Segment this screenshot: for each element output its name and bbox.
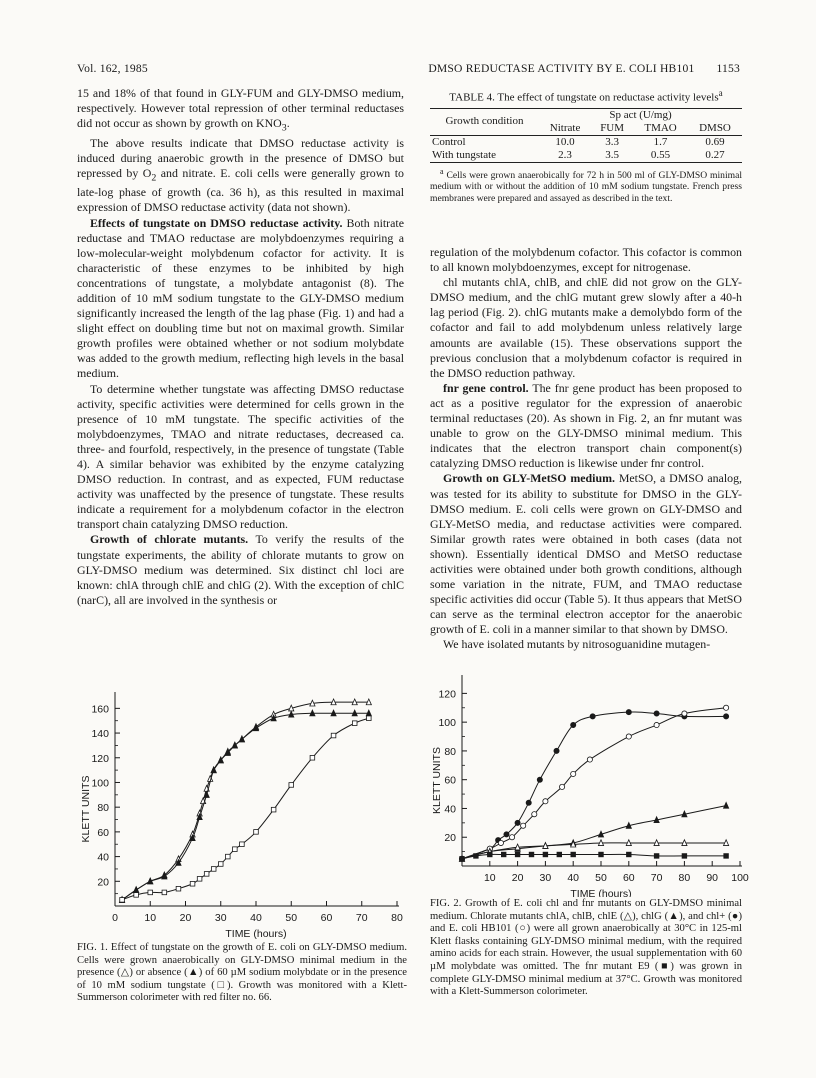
data-point bbox=[233, 847, 238, 852]
x-tick-label: 70 bbox=[650, 872, 663, 884]
data-point bbox=[526, 800, 531, 805]
data-point bbox=[367, 716, 372, 721]
x-tick-label: 30 bbox=[539, 872, 552, 884]
data-point bbox=[498, 840, 503, 845]
data-point bbox=[587, 757, 592, 762]
table bbox=[430, 108, 742, 163]
data-point bbox=[626, 709, 631, 714]
section-metso: Growth on GLY-MetSO medium. MetSO, a DMSO analog, was tested for its ability to substitute for DMSO in the GLY-DMSO medium. E. coli cells were grown on GLY-DMSO and GLY-MetSO media, and reductase activities were compared. Similar growth rates were obtained in both cases (data not shown). Essentially identical DMSO and MetSO reductase activities were obtained under both growth conditions, although some variation in the nitrate, FUM, and TMAO reductase specific activities did occur (Table 5). It thus appears that MetSO can serve as the terminal electron acceptor for the anaerobic growth of E. coli in a manner similar to that shown by DMSO. bbox=[430, 471, 742, 637]
table-row: With tungstate 2.3 3.5 0.55 0.27 bbox=[430, 149, 742, 163]
paragraph: To determine whether tungstate was affecting DMSO reductase activity, specific activities were determined for cells grown in the presence of 10 mM tungstate. The specific activities of the molybdoenzymes, TMAO and nitrate reductases, decreased ca. three- and fourfold, respectively, in the presence of tungstate (Table 4). A similar behavior was exhibited by the enzyme catalyzing DMSO reduction. In contrast, and as expected, FUM reductase activity was unaffected by the presence of tungstate. These results indicate a requirement for a molybdenum cofactor in the electron transport chain catalyzing DMSO reduction. bbox=[77, 381, 404, 532]
series-absence-of-molybdate bbox=[119, 710, 371, 902]
data-point bbox=[724, 802, 729, 808]
section-chlorate: Growth of chlorate mutants. To verify the results of the tungstate experiments, the ability of chlorate mutants to grow on GLY-DMSO medium was determined. Six distinct chl loci are known: chlA through chlE and chlG (2). With the exception of chlC (narC), all are involved in the synthesis or bbox=[77, 532, 404, 607]
data-point bbox=[543, 852, 548, 857]
col-header: DMSO bbox=[688, 122, 742, 136]
table-footnote: $^a$ Cells were grown anaerobically for 72 h in 500 ml of GLY-DMSO minimal medium with or without the addition of 10 mM sodium tungstate. French press membranes were prepared and assayed as described in the text. bbox=[430, 166, 742, 205]
data-point bbox=[682, 711, 687, 716]
y-axis-label: KLETT UNITS bbox=[431, 747, 443, 814]
table-row: Control 10.0 3.3 1.7 0.69 bbox=[432, 135, 725, 148]
data-point bbox=[501, 852, 506, 857]
x-tick-label: 80 bbox=[678, 872, 691, 884]
data-point bbox=[559, 784, 564, 789]
data-point bbox=[162, 890, 167, 895]
figure-1-caption: FIG. 1. Effect of tungstate on the growth of E. coli on GLY-DMSO medium. Cells were grown anaerobically on GLY-DMSO minimal medium in the presence (△) or absence (▲) of 60 µM sodium molybdate or in the presence of 10 mM sodium tungstate (□). Growth was monitored with a Klett-Summerson colorimeter with red filter no. 66. bbox=[77, 942, 408, 1004]
x-tick-label: 20 bbox=[511, 872, 524, 884]
x-tick-label: 80 bbox=[391, 912, 403, 924]
data-point bbox=[515, 852, 520, 857]
series-chlg bbox=[459, 802, 728, 861]
section-heading: Growth of chlorate mutants. bbox=[90, 532, 249, 547]
figure-2-chart bbox=[430, 675, 755, 897]
x-tick-label: 60 bbox=[320, 912, 333, 924]
data-point bbox=[310, 755, 315, 760]
y-tick-label: 60 bbox=[97, 826, 109, 839]
x-tick-label: 100 bbox=[731, 872, 749, 884]
data-point bbox=[682, 854, 687, 859]
data-point bbox=[532, 812, 537, 817]
running-title-text: DMSO REDUCTASE ACTIVITY BY E. COLI HB101 bbox=[428, 62, 695, 75]
x-tick-label: 40 bbox=[567, 872, 580, 884]
y-tick-label: 80 bbox=[444, 745, 456, 758]
x-tick-label: 50 bbox=[285, 912, 298, 924]
data-point bbox=[289, 783, 294, 788]
paragraph: regulation of the molybdenum cofactor. This cofactor is common to all known molybdoenzymes, except for nitrogenase. bbox=[430, 245, 742, 275]
col-header-spact: Sp act (U/mg) bbox=[539, 108, 742, 122]
col-header: TMAO bbox=[633, 122, 688, 136]
section-heading: Effects of tungstate on DMSO reductase activity. bbox=[90, 215, 343, 230]
data-point bbox=[515, 820, 520, 825]
journal-volume: Vol. 162, 1985 bbox=[77, 62, 148, 75]
x-tick-label: 0 bbox=[112, 912, 118, 924]
data-point bbox=[460, 857, 465, 862]
section-fnr: fnr gene control. The fnr gene product has been proposed to act as a positive regulator for the expression of anaerobic terminal reductases (20). As shown in Fig. 2, an fnr mutant was unable to grow on the GLY-DMSO minimal medium. This indicates that the electron transport chain component(s) catalyzing DMSO reduction is likewise under fnr control. bbox=[430, 380, 742, 471]
figure-1-chart bbox=[77, 690, 412, 940]
y-tick-label: 100 bbox=[91, 777, 109, 790]
left-column bbox=[77, 86, 404, 608]
data-point bbox=[176, 886, 181, 891]
data-point bbox=[654, 711, 659, 716]
data-point bbox=[521, 823, 526, 828]
x-tick-label: 40 bbox=[250, 912, 262, 924]
data-point bbox=[599, 852, 604, 857]
series-line bbox=[122, 718, 369, 900]
data-point bbox=[626, 734, 631, 739]
data-point bbox=[134, 887, 139, 893]
data-point bbox=[254, 830, 259, 835]
data-point bbox=[724, 854, 729, 859]
series-line bbox=[122, 702, 369, 900]
figure-2-caption: FIG. 2. Growth of E. coli chl and fnr mutants on GLY-DMSO minimal medium. Chlorate mutants chlA, chlB, chlE (△), chlG (▲), and chl+ (●) and E. coli HB101 (○) were all grown anaerobically at 30°C in 125-ml Klett flasks containing GLY-DMSO minimal medium, with the required amino acids for each strain. However, the usual supplementation with 60 µM molybdate was omitted. The fnr mutant E9 (■) was grown in complete GLY-DMSO minimal medium at 37°C. Growth was monitored with a Klett-Summerson colorimeter. bbox=[430, 898, 743, 998]
x-tick-label: 20 bbox=[179, 912, 192, 924]
data-point bbox=[554, 748, 559, 753]
data-point bbox=[120, 898, 125, 903]
paragraph: We have isolated mutants by nitrosoguanidine mutagen- bbox=[443, 637, 711, 652]
y-tick-label: 40 bbox=[444, 803, 456, 816]
data-point bbox=[571, 771, 576, 776]
y-tick-label: 80 bbox=[97, 802, 109, 815]
data-point bbox=[654, 854, 659, 859]
data-point bbox=[590, 714, 595, 719]
series-line bbox=[462, 806, 726, 859]
table-4 bbox=[430, 88, 742, 205]
y-tick-label: 60 bbox=[444, 774, 456, 787]
data-point bbox=[724, 705, 729, 710]
x-tick-label: 70 bbox=[355, 912, 368, 924]
y-tick-label: 160 bbox=[91, 703, 109, 716]
data-point bbox=[211, 867, 216, 872]
data-point bbox=[197, 877, 202, 882]
data-point bbox=[474, 854, 479, 859]
page-number: 1153 bbox=[716, 62, 740, 75]
y-tick-label: 20 bbox=[97, 876, 109, 889]
series-line bbox=[122, 713, 369, 900]
paragraph: chl mutants chlA, chlB, and chlE did not grow on the GLY-DMSO medium, and the chlG mutant grew slowly after a 40-h lag period (Fig. 2). chlG mutants make a demolybdo form of the cofactor and fail to add molybdenum unless relatively large amounts are available (15). These observations support the previous conclusion that a molybdenum cofactor is required in the DMSO reduction pathway. bbox=[430, 275, 742, 380]
col-header-condition: Growth condition bbox=[430, 108, 539, 135]
data-point bbox=[240, 842, 245, 847]
right-column bbox=[430, 245, 742, 653]
data-point bbox=[204, 872, 209, 877]
data-point bbox=[571, 852, 576, 857]
data-point bbox=[509, 835, 514, 840]
data-point bbox=[190, 881, 195, 886]
data-point bbox=[529, 852, 534, 857]
x-tick-label: 10 bbox=[144, 912, 157, 924]
x-tick-label: 60 bbox=[622, 872, 635, 884]
figure-1 bbox=[77, 690, 412, 945]
data-point bbox=[537, 777, 542, 782]
data-point bbox=[148, 890, 153, 895]
y-tick-label: 40 bbox=[97, 851, 109, 864]
col-header: FUM bbox=[591, 122, 633, 136]
paragraph: The above results indicate that DMSO reductase activity is induced during anaerobic growth in the presence of DMSO but repressed by $O_2$ and nitrate. E. coli cells were generally grown to late-log phase of growth (ca. 36 h), as this resulted in maximal expression of DMSO reductase activity (data not shown). bbox=[77, 135, 404, 215]
figure-2 bbox=[430, 675, 755, 902]
data-point bbox=[571, 722, 576, 727]
data-point bbox=[488, 852, 493, 857]
col-header: Nitrate bbox=[539, 122, 591, 136]
data-point bbox=[331, 733, 336, 738]
y-tick-label: 140 bbox=[91, 728, 109, 741]
data-point bbox=[271, 807, 276, 812]
paragraph: 15 and 18% of that found in GLY-FUM and GLY-DMSO medium, respectively. However total repression of other terminal reductases did not occur as shown by growth on $KNO_3$. bbox=[77, 86, 404, 134]
series-10-mm-sodium-tungstate bbox=[120, 716, 371, 902]
x-tick-label: 50 bbox=[595, 872, 607, 884]
y-tick-label: 120 bbox=[438, 688, 456, 701]
data-point bbox=[218, 862, 223, 867]
data-point bbox=[226, 854, 231, 859]
running-title bbox=[428, 62, 740, 75]
series-chl- bbox=[459, 709, 728, 861]
x-tick-label: 10 bbox=[483, 872, 496, 884]
data-point bbox=[557, 852, 562, 857]
section-tungstate: Effects of tungstate on DMSO reductase activity. Both nitrate reductase and TMAO reductase are molybdoenzymes requiring a low-molecular-weight molybdenum cofactor for activity. It is characteristic of these enzymes to be inhibited by high concentrations of tungstate, a molybdate antagonist (8). The addition of 10 mM sodium tungstate to the GLY-DMSO medium significantly increased the length of the lag phase (Fig. 1) and had a slight effect on doubling time but not on maximal growth. Similar growth profiles were obtained whether or not sodium molybdate was added to the growth medium, reflecting high levels in the basal medium. bbox=[77, 215, 404, 381]
series-fnr-mutant-e9 bbox=[460, 852, 729, 861]
data-point bbox=[134, 893, 139, 898]
table-title: TABLE 4. The effect of tungstate on reductase activity levels$^a$ bbox=[449, 88, 723, 104]
data-point bbox=[504, 832, 509, 837]
x-tick-label: 90 bbox=[706, 872, 719, 884]
x-axis-label: TIME (hours) bbox=[570, 888, 632, 897]
data-point bbox=[543, 799, 548, 804]
section-heading: Growth on GLY-MetSO medium. bbox=[443, 471, 615, 486]
series-presence-of-60-m-sodium-molybdate bbox=[119, 699, 371, 902]
y-axis-label: KLETT UNITS bbox=[80, 775, 92, 843]
data-point bbox=[239, 736, 244, 742]
x-tick-label: 30 bbox=[214, 912, 227, 924]
y-tick-label: 120 bbox=[91, 752, 109, 765]
data-point bbox=[352, 721, 357, 726]
x-axis-label: TIME (hours) bbox=[225, 928, 287, 940]
data-point bbox=[654, 722, 659, 727]
y-tick-label: 100 bbox=[438, 717, 456, 730]
data-point bbox=[627, 852, 632, 857]
section-heading: fnr gene control. bbox=[443, 380, 529, 395]
data-point bbox=[724, 714, 729, 719]
y-tick-label: 20 bbox=[444, 832, 456, 845]
